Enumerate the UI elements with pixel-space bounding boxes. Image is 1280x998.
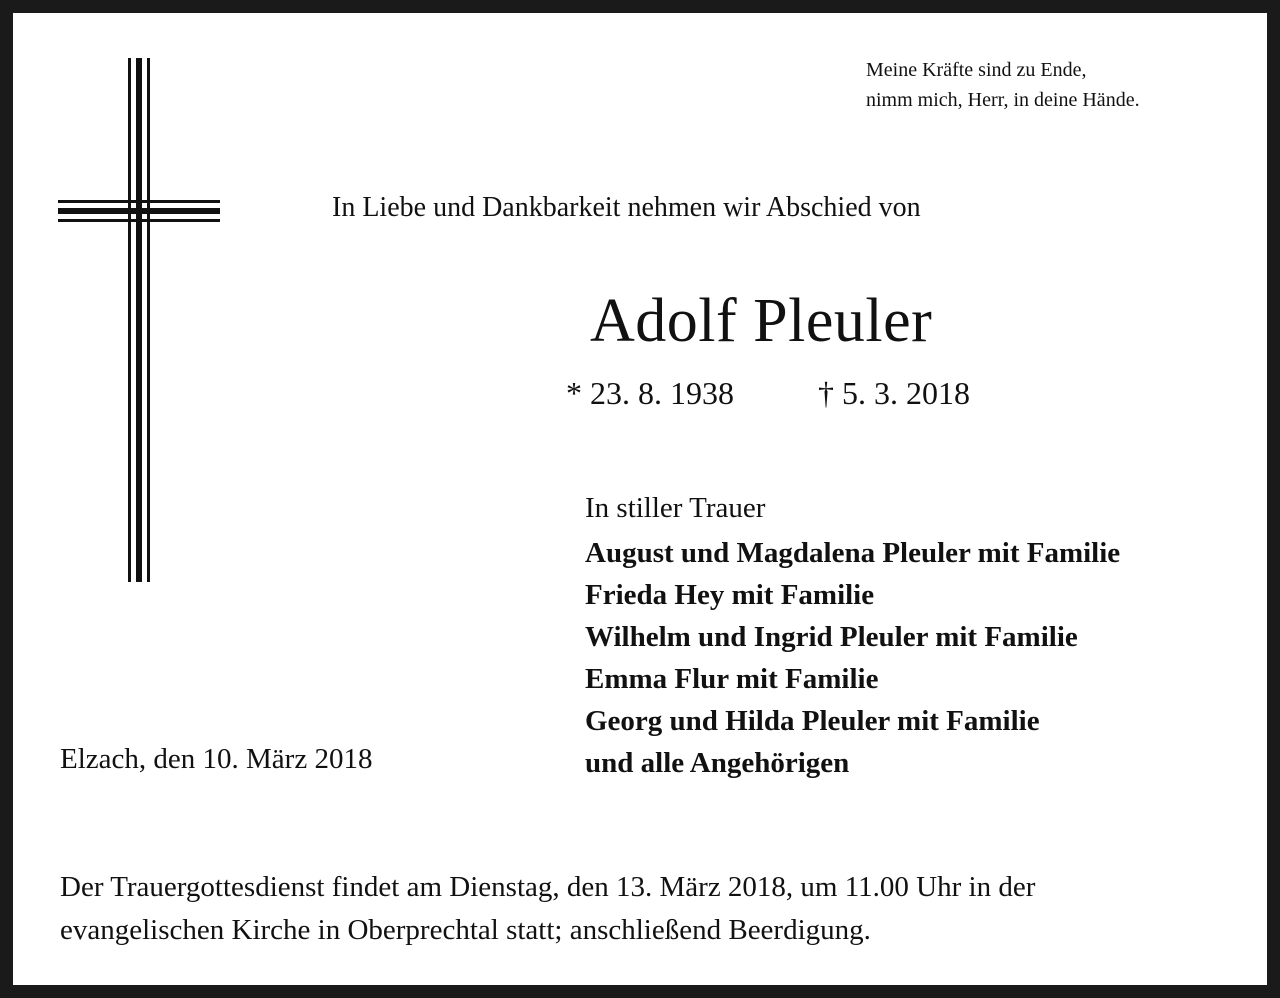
mourner-item: Frieda Hey mit Familie — [585, 579, 875, 611]
cross-icon — [58, 58, 222, 584]
mourners-intro: In stiller Trauer — [585, 492, 766, 524]
birth-date: * 23. 8. 1938 — [566, 375, 734, 411]
service-line-1: Der Trauergottesdienst findet am Dienstag, den 13. März 2018, um 11.00 Uhr in der — [60, 871, 1036, 903]
mourners-list — [585, 532, 1120, 784]
funeral-service-notice — [60, 866, 1230, 952]
deceased-name: Adolf Pleuler — [590, 287, 933, 355]
service-line-2: evangelischen Kirche in Oberprechtal statt; anschließend Beerdigung. — [60, 914, 871, 946]
mourner-item: Wilhelm und Ingrid Pleuler mit Familie — [585, 621, 1078, 653]
bible-quote — [866, 55, 1140, 115]
quote-line-1: Meine Kräfte sind zu Ende, — [866, 59, 1087, 81]
mourner-item: Emma Flur mit Familie — [585, 663, 879, 695]
place-and-date: Elzach, den 10. März 2018 — [60, 743, 373, 775]
quote-line-2: nimm mich, Herr, in deine Hände. — [866, 89, 1140, 111]
mourner-item: Georg und Hilda Pleuler mit Familie — [585, 705, 1040, 737]
mourner-item: und alle Angehörigen — [585, 747, 850, 779]
farewell-intro: In Liebe und Dankbarkeit nehmen wir Abschied von — [332, 192, 921, 223]
mourner-item: August und Magdalena Pleuler mit Familie — [585, 537, 1121, 569]
death-date: † 5. 3. 2018 — [818, 375, 970, 411]
